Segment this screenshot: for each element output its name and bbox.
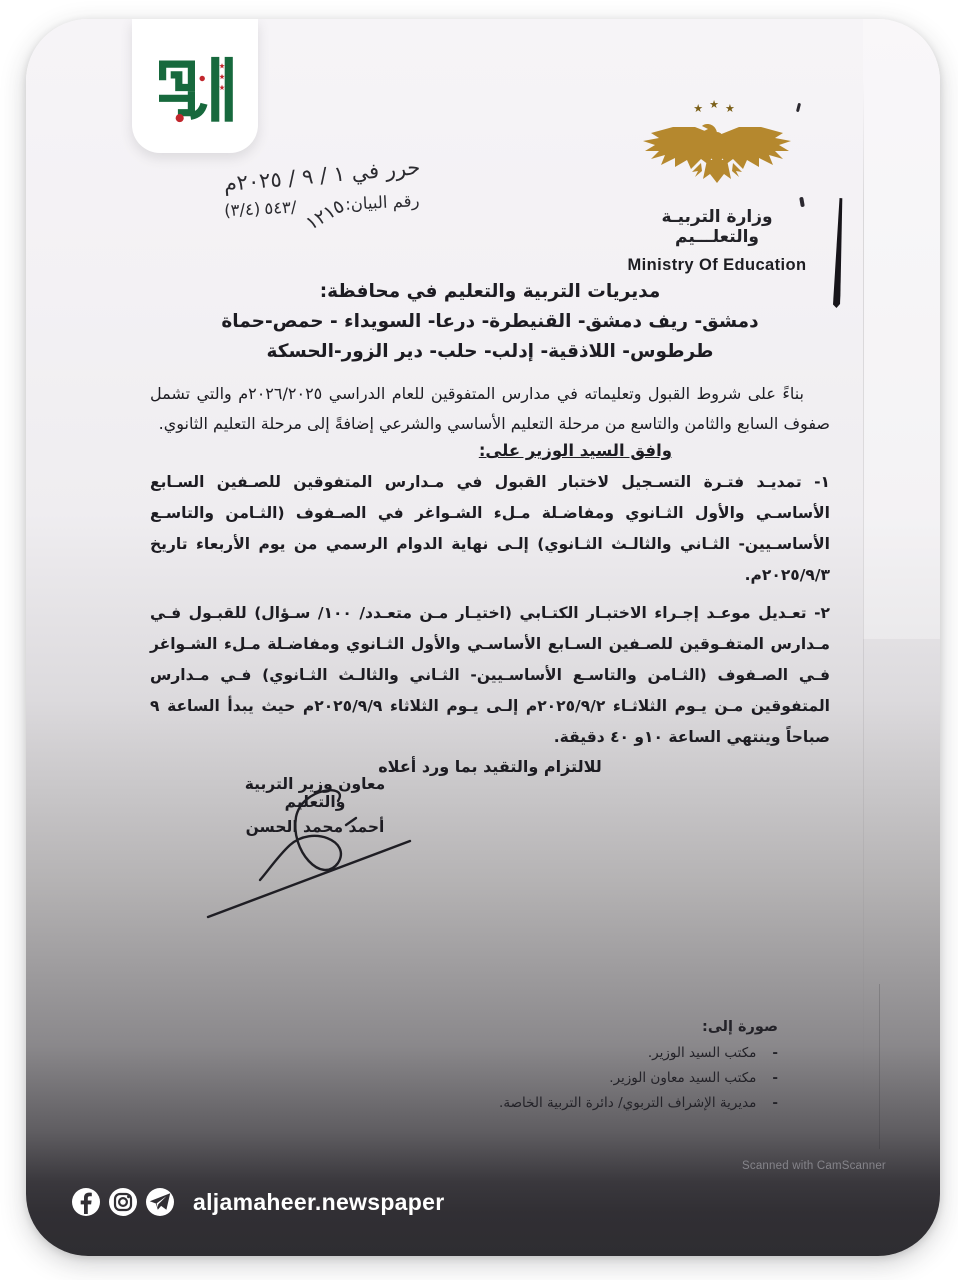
- facebook-icon[interactable]: [72, 1188, 100, 1216]
- decision-item-1: ١- تمديـد فتـرة التسـجيل لاختبار القبول في مـدارس المتفوقين للصـفين السـابع الأساسـي والأول الثـانوي ومفاضـلة مـلء الشـواغر في الصـفوف (الثـامن والتاسـع الأساسـيين- الثـاني والثالـث الثـانوي) إلـى نهاية الدوام الرسمي من يوم الأربعاء تاريخ ٢٠٢٥/٩/٣م.: [150, 473, 830, 584]
- ref-number-printed: ٥٤٣/: [264, 197, 298, 219]
- signature-title: معاون وزير التربية والتعليم: [244, 775, 386, 811]
- paper-edge-line: [863, 79, 864, 1139]
- dash-bullet: -: [772, 1045, 778, 1061]
- copies-item-label: مكتب السيد الوزير.: [647, 1045, 757, 1061]
- ministry-name-english: Ministry Of Education: [627, 256, 807, 274]
- ministry-name-arabic: وزارة التربيـة والتعلـــيم: [661, 207, 773, 247]
- star-icon: ★: [724, 102, 741, 115]
- aljamaheer-logo: [150, 51, 240, 133]
- telegram-icon[interactable]: [146, 1188, 174, 1216]
- copies-item: [448, 1045, 778, 1061]
- copies-heading: صورة إلى:: [702, 1019, 778, 1035]
- ref-number-handwritten: ١٢١٥: [302, 194, 350, 235]
- instagram-icon[interactable]: [109, 1188, 137, 1216]
- copies-item: [448, 1070, 778, 1086]
- decision-item-2: ٢- تعـديل موعـد إجـراء الاختبـار الكتـابي (اختيـار مـن متعـدد/ ١٠٠/ سـؤال) للقبـول فـي مـدارس المتفـوقين للصـفين السـابع الأساسـي والأول الثـانوي ومفاضـلة مـلء الشـواغر فـي الصـفوف (الثـامن والتاسـع الأساسـيين- الثـاني والثالـث الثـانوي) فـي مـدارس المتفوقين مـن يـوم الثلاثـاء ٢٠٢٥/٩/٢م إلـى يـوم الثلاثاء ٢٠٢٥/٩/٩م حيث يبدأ الساعة ٩ صباحاً وينتهي الساعة ١٠و ٤٠ دقيقة.: [150, 604, 830, 746]
- ref-line: [224, 191, 421, 235]
- letter-body: [150, 281, 830, 776]
- newspaper-handle[interactable]: aljamaheer.newspaper: [193, 1188, 445, 1215]
- date-line: حرر في ١ / ٩ / ٢٠٢٥م: [222, 155, 422, 197]
- copies-block: [448, 1019, 778, 1120]
- paper-edge-line-lower: [879, 984, 880, 1149]
- closing-line: للالتزام والتقيد بما ورد أعلاه: [378, 757, 602, 776]
- star-icon: ★: [693, 102, 710, 115]
- approval-heading: وافق السيد الوزير على:: [478, 441, 672, 460]
- governorates-line-2: طرطوس- اللاذقية- إدلب- حلب- دير الزور-الحسكة: [266, 341, 714, 362]
- paper-right-margin: [863, 19, 940, 639]
- intro-paragraph: بناءً على شروط القبول وتعليماته في مدارس المتفوقين للعام الدراسي ٢٠٢٦/٢٠٢٥م والتي تشمل صفوف السابع والثامن والتاسع من مرحلة التعليم الأساسي والشرعي إضافةً إلى مرحلة التعليم الثانوي.: [150, 384, 830, 433]
- copies-item-label: مديرية الإشراف التربوي/ دائرة التربية الخاصة.: [499, 1095, 757, 1111]
- dash-bullet: -: [772, 1070, 778, 1086]
- ref-suffix: (٣/٤): [224, 199, 262, 221]
- signature-name: أحمد محمد الحسن: [245, 818, 385, 836]
- emblem-stars: [617, 98, 817, 117]
- signature-scribble: [196, 779, 426, 929]
- eagle-emblem-icon: [632, 117, 802, 189]
- copies-item-label: مكتب السيد معاون الوزير.: [609, 1070, 757, 1086]
- ministry-letterhead: [617, 98, 817, 275]
- recipients-heading: مديريات التربية والتعليم في محافظة:: [319, 281, 661, 302]
- social-footer: [72, 1188, 444, 1216]
- document-card: [26, 19, 940, 1256]
- camscanner-watermark: Scanned with CamScanner: [742, 1160, 886, 1172]
- star-icon: ★: [709, 98, 725, 111]
- governorates-line-1: دمشق- ريف دمشق- القنيطرة- درعا- السويداء - حمص-حماة: [221, 311, 759, 332]
- ref-label: رقم البيان:: [345, 191, 421, 214]
- scan-artifact-mark: [832, 198, 844, 308]
- watermark-logo-chip: [132, 19, 258, 153]
- dash-bullet: -: [772, 1095, 778, 1111]
- copies-item: [448, 1095, 778, 1111]
